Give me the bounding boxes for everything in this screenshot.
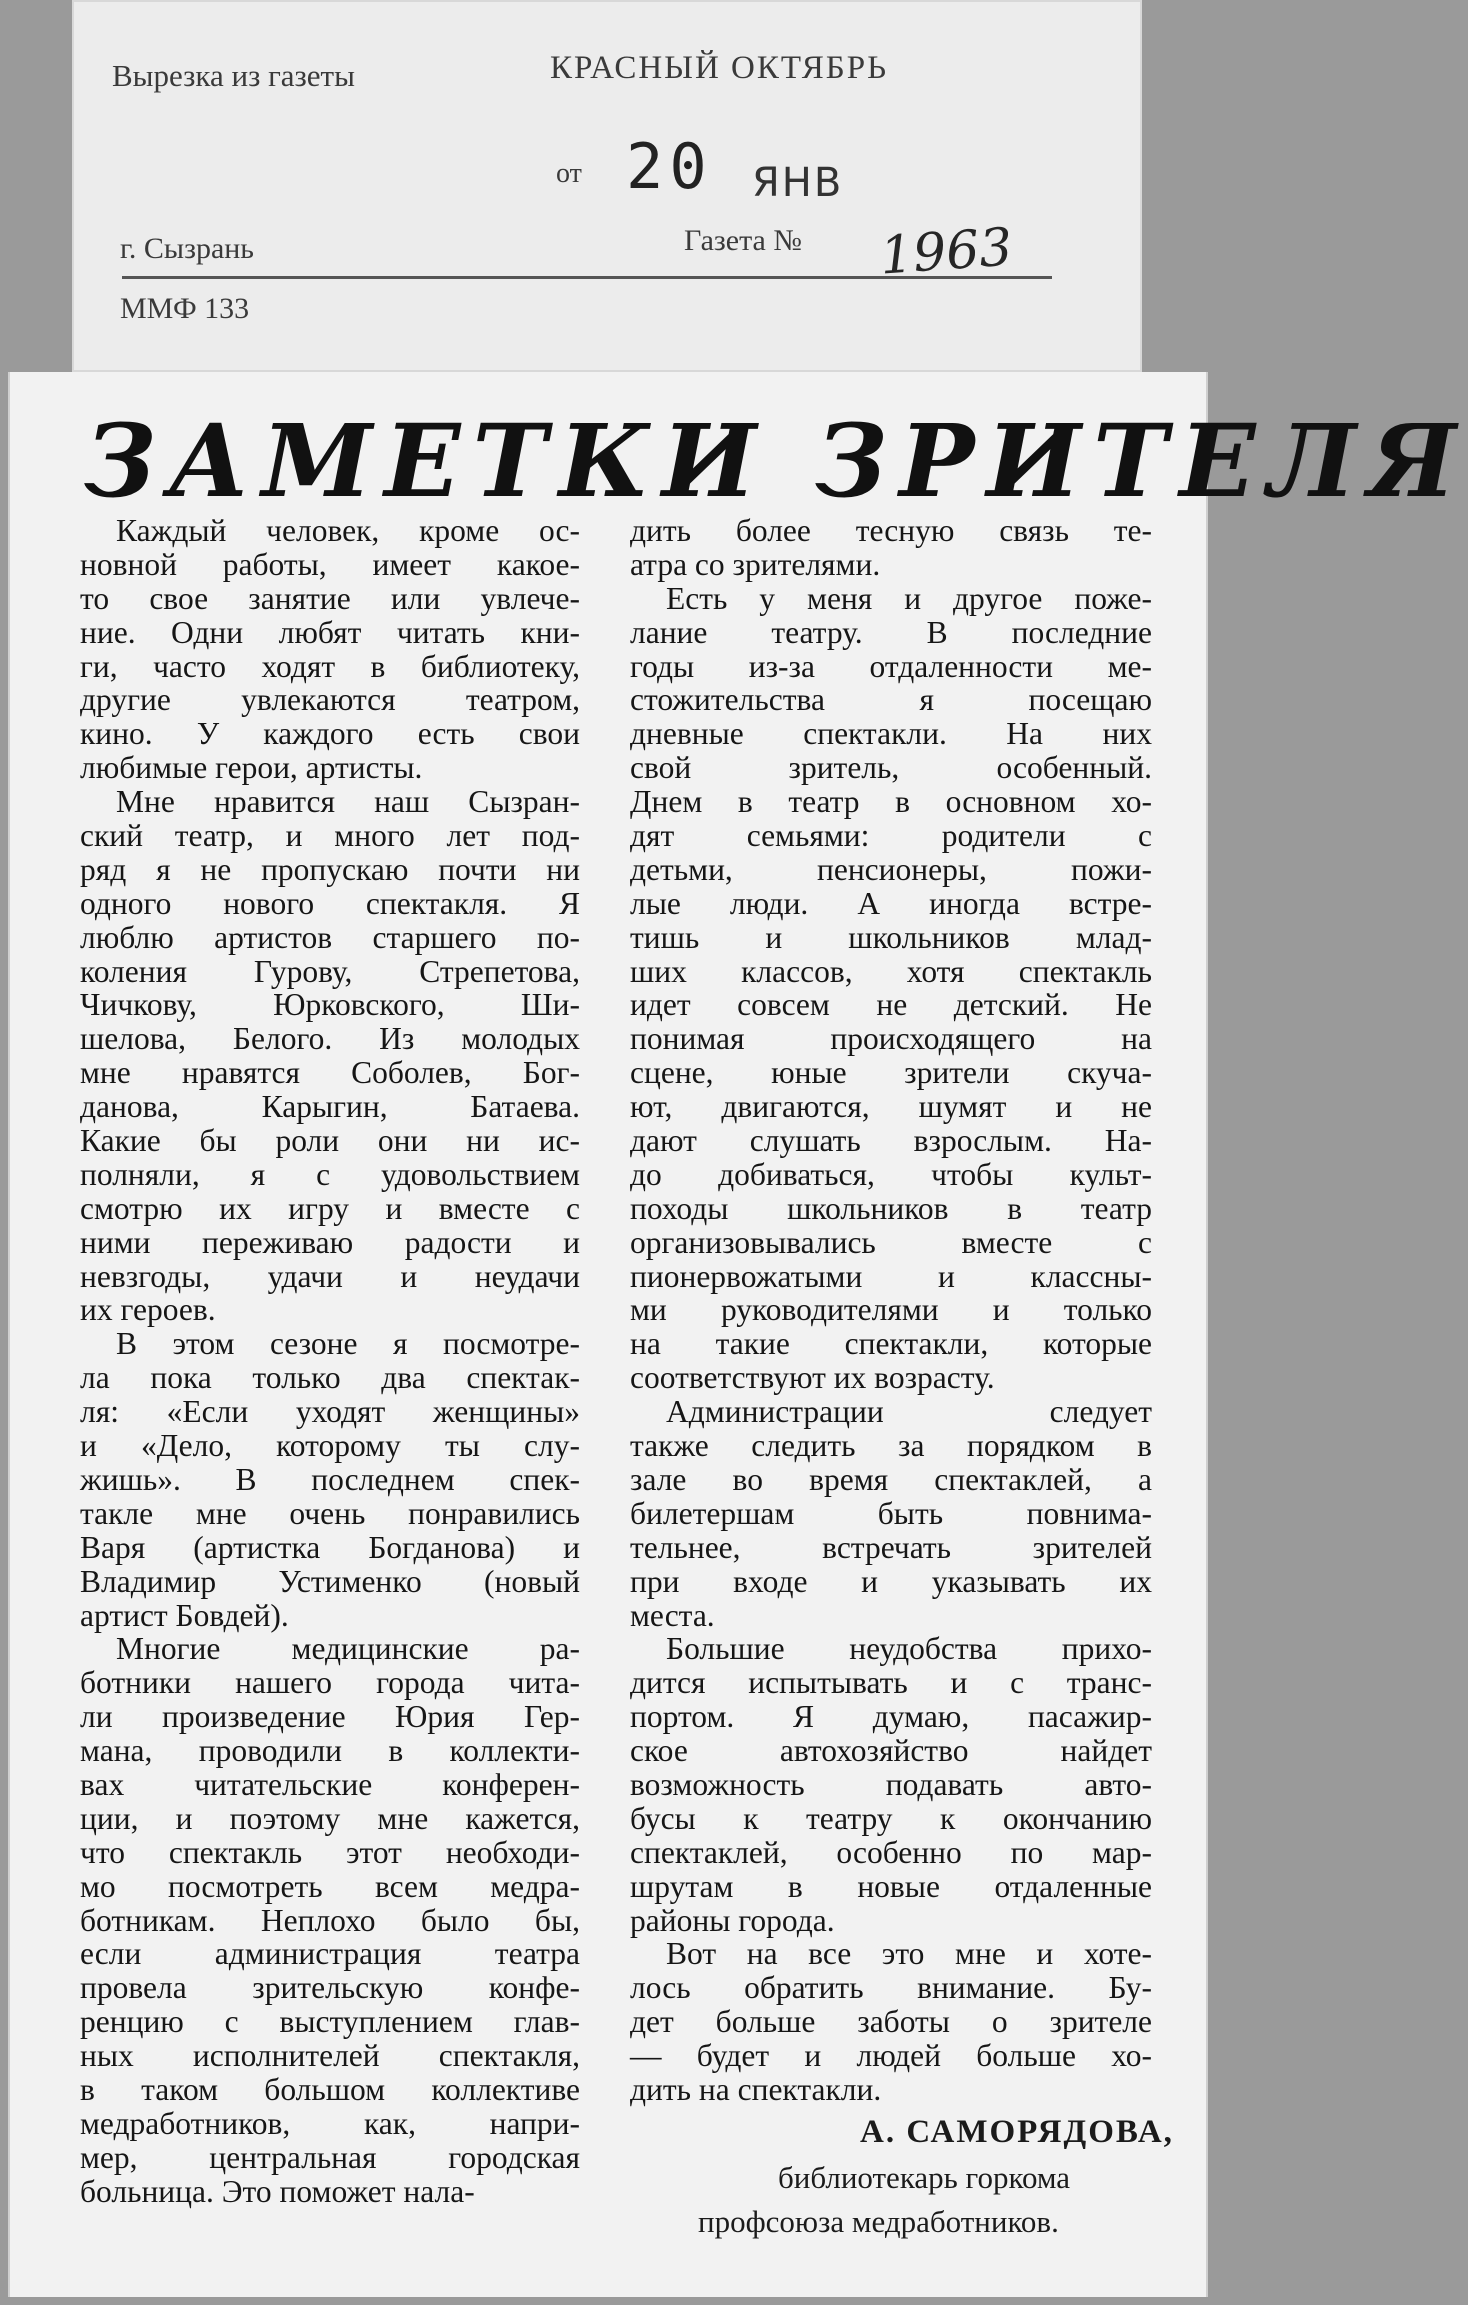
author-title-line1: библиотекарь горкома	[778, 2160, 1071, 2195]
article-line: больница. Это поможет нала-	[80, 2173, 475, 2209]
article-line: вах читательские конферен-	[80, 1766, 580, 1802]
article-line: кино. У каждого есть свои	[80, 716, 580, 752]
article-line: их героев.	[80, 1292, 216, 1328]
article-line: ют, двигаются, шумят и не	[630, 1089, 1152, 1125]
article-line: жишь». В последнем спек-	[80, 1461, 580, 1497]
article-line: дят семьями: родители с	[630, 818, 1152, 854]
article-line: ними переживаю радости и	[80, 1224, 580, 1260]
article-line: такле мне очень понравились	[80, 1495, 580, 1531]
article-line: ское автохозяйство найдет	[630, 1733, 1152, 1769]
article-line: ренцию с выступлением глав-	[80, 2004, 580, 2040]
article-line: организовывались вместе с	[630, 1224, 1152, 1260]
article-line: Варя (артистка Богданова) и	[80, 1529, 580, 1565]
article-line: смотрю их игру и вместе с	[80, 1190, 580, 1226]
article-line: шелова, Белого. Из молодых	[80, 1021, 580, 1057]
label-divider	[122, 276, 1052, 279]
article-line: Вот на все это мне и хоте-	[666, 1936, 1152, 1972]
article-line: медработников, как, напри-	[80, 2105, 580, 2141]
article-line: полняли, я с удовольствием	[80, 1156, 580, 1192]
article-line: портом. Я думаю, пасажир-	[630, 1699, 1152, 1735]
article-line: Есть у меня и другое поже-	[666, 580, 1152, 616]
clipping-source-label: Вырезка из газеты	[112, 58, 355, 93]
article-line: что спектакль этот необходи-	[80, 1834, 580, 1870]
article-line: лось обратить внимание. Бу-	[630, 1970, 1152, 2006]
article-line: годы из-за отдаленности ме-	[630, 648, 1152, 684]
article-headline: ЗАМЕТКИ ЗРИТЕЛЯ	[84, 402, 1468, 520]
archive-code: ММФ 133	[120, 292, 250, 325]
article-line: районы города.	[630, 1902, 835, 1938]
article-line: возможность подавать авто-	[630, 1766, 1152, 1802]
article-line: также следить за порядком в	[630, 1428, 1152, 1464]
article-line: ла пока только два спектак-	[80, 1360, 580, 1396]
gazeta-number-label: Газета №	[684, 224, 802, 257]
article-line: ботники нашего города чита-	[80, 1665, 580, 1701]
article-line: дневные спектакли. На них	[630, 716, 1152, 752]
handwritten-year: 1963	[878, 217, 1015, 287]
article-line: в таком большом коллективе	[80, 2071, 580, 2107]
article-line: лание театру. В последние	[630, 614, 1152, 650]
article-line: мо посмотреть всем медра-	[80, 1868, 580, 1904]
article-line: ряд я не пропускаю почти ни	[80, 851, 580, 887]
article-line: ции, и поэтому мне кажется,	[80, 1800, 580, 1836]
article-line: Чичкову, Юрковского, Ши-	[80, 987, 580, 1023]
author-name: А. САМОРЯДОВА,	[860, 2114, 1174, 2150]
article-line: спектаклей, особенно по мар-	[630, 1834, 1152, 1870]
article-line: ля: «Если уходят женщины»	[80, 1394, 580, 1430]
article-column-right	[630, 514, 1152, 2107]
article-line: походы школьников в театр	[630, 1190, 1152, 1226]
article-line: В этом сезоне я посмотре-	[116, 1326, 580, 1362]
article-line: ский театр, и много лет под-	[80, 818, 580, 854]
article-line: стожительства я посещаю	[630, 682, 1152, 718]
article-line: — будет и людей больше хо-	[630, 2038, 1152, 2074]
newspaper-name: КРАСНЫЙ ОКТЯБРЬ	[550, 50, 889, 86]
article-line: дится испытывать и с транс-	[630, 1665, 1152, 1701]
article-line: люблю артистов старшего по-	[80, 919, 580, 955]
article-line: атра со зрителями.	[630, 546, 881, 582]
article-line: свой зритель, особенный.	[630, 750, 1152, 786]
article-line: Владимир Устименко (новый	[80, 1563, 580, 1599]
article-line: Администрации следует	[666, 1394, 1152, 1430]
article-line: если администрация театра	[80, 1936, 580, 1972]
city-label: г. Сызрань	[120, 232, 254, 265]
author-title-line2: профсоюза медработников.	[698, 2204, 1059, 2239]
article-line: шрутам в новые отдаленные	[630, 1868, 1152, 1904]
article-line: идет совсем не детский. Не	[630, 987, 1152, 1023]
article-line: билетершам быть повнима-	[630, 1495, 1152, 1531]
article-line: пионервожатыми и классны-	[630, 1258, 1152, 1294]
article-line: любимые герои, артисты.	[80, 750, 423, 786]
article-line: места.	[630, 1597, 715, 1633]
date-stamp-day: 20	[626, 130, 713, 203]
article-line: дет больше заботы о зрителе	[630, 2004, 1152, 2040]
article-line: то свое занятие или увлече-	[80, 580, 580, 616]
date-stamp-month: ЯНВ	[752, 160, 844, 206]
article-line: мер, центральная городская	[80, 2139, 580, 2175]
article-line: провела зрительскую конфе-	[80, 1970, 580, 2006]
article-line: коления Гурову, Стрепетова,	[80, 953, 580, 989]
article-line: дают слушать взрослым. На-	[630, 1123, 1152, 1159]
article-line: на такие спектакли, которые	[630, 1326, 1152, 1362]
article-line: мана, проводили в коллекти-	[80, 1733, 580, 1769]
article-line: Какие бы роли они ни ис-	[80, 1123, 580, 1159]
article-line: Большие неудобства прихо-	[666, 1631, 1152, 1667]
article-line: ли произведение Юрия Гер-	[80, 1699, 580, 1735]
article-line: соответствуют их возрасту.	[630, 1360, 995, 1396]
article-line: артист Бовдей).	[80, 1597, 289, 1633]
article-line: зале во время спектаклей, а	[630, 1461, 1152, 1497]
clipping-label-card	[72, 0, 1142, 372]
article-line: при входе и указывать их	[630, 1563, 1152, 1599]
article-line: ми руководителями и только	[630, 1292, 1152, 1328]
article-line: ных исполнителей спектакля,	[80, 2038, 580, 2074]
article-line: ние. Одни любят читать кни-	[80, 614, 580, 650]
article-line: сцене, юные зрители скуча-	[630, 1055, 1152, 1091]
article-line: невзгоды, удачи и неудачи	[80, 1258, 580, 1294]
article-line: лые люди. А иногда встре-	[630, 885, 1152, 921]
article-line: тишь и школьников млад-	[630, 919, 1152, 955]
article-line: данова, Карыгин, Батаева.	[80, 1089, 580, 1125]
article-line: бусы к театру к окончанию	[630, 1800, 1152, 1836]
article-column-left	[80, 514, 580, 2209]
article-line: другие увлекаются театром,	[80, 682, 580, 718]
article-line: понимая происходящего на	[630, 1021, 1152, 1057]
article-line: Многие медицинские ра-	[116, 1631, 580, 1667]
article-line: детьми, пенсионеры, пожи-	[630, 851, 1152, 887]
article-line: ги, часто ходят в библиотеку,	[80, 648, 580, 684]
article-line: одного нового спектакля. Я	[80, 885, 580, 921]
date-from-label: от	[556, 158, 582, 189]
article-line: Днем в театр в основном хо-	[630, 784, 1152, 820]
article-line: до добиваться, чтобы культ-	[630, 1156, 1152, 1192]
article-line: и «Дело, которому ты слу-	[80, 1428, 580, 1464]
article-line: дить на спектакли.	[630, 2071, 882, 2107]
newspaper-clipping	[8, 372, 1468, 2297]
article-line: новной работы, имеет какое-	[80, 546, 580, 582]
article-line: тельнее, встречать зрителей	[630, 1529, 1152, 1565]
article-line: дить более тесную связь те-	[630, 513, 1152, 548]
article-line: ботникам. Неплохо было бы,	[80, 1902, 580, 1938]
article-line: мне нравятся Соболев, Бог-	[80, 1055, 580, 1091]
article-line: ших классов, хотя спектакль	[630, 953, 1152, 989]
article-line: Мне нравится наш Сызран-	[116, 784, 580, 820]
article-line: Каждый человек, кроме ос-	[116, 513, 580, 548]
